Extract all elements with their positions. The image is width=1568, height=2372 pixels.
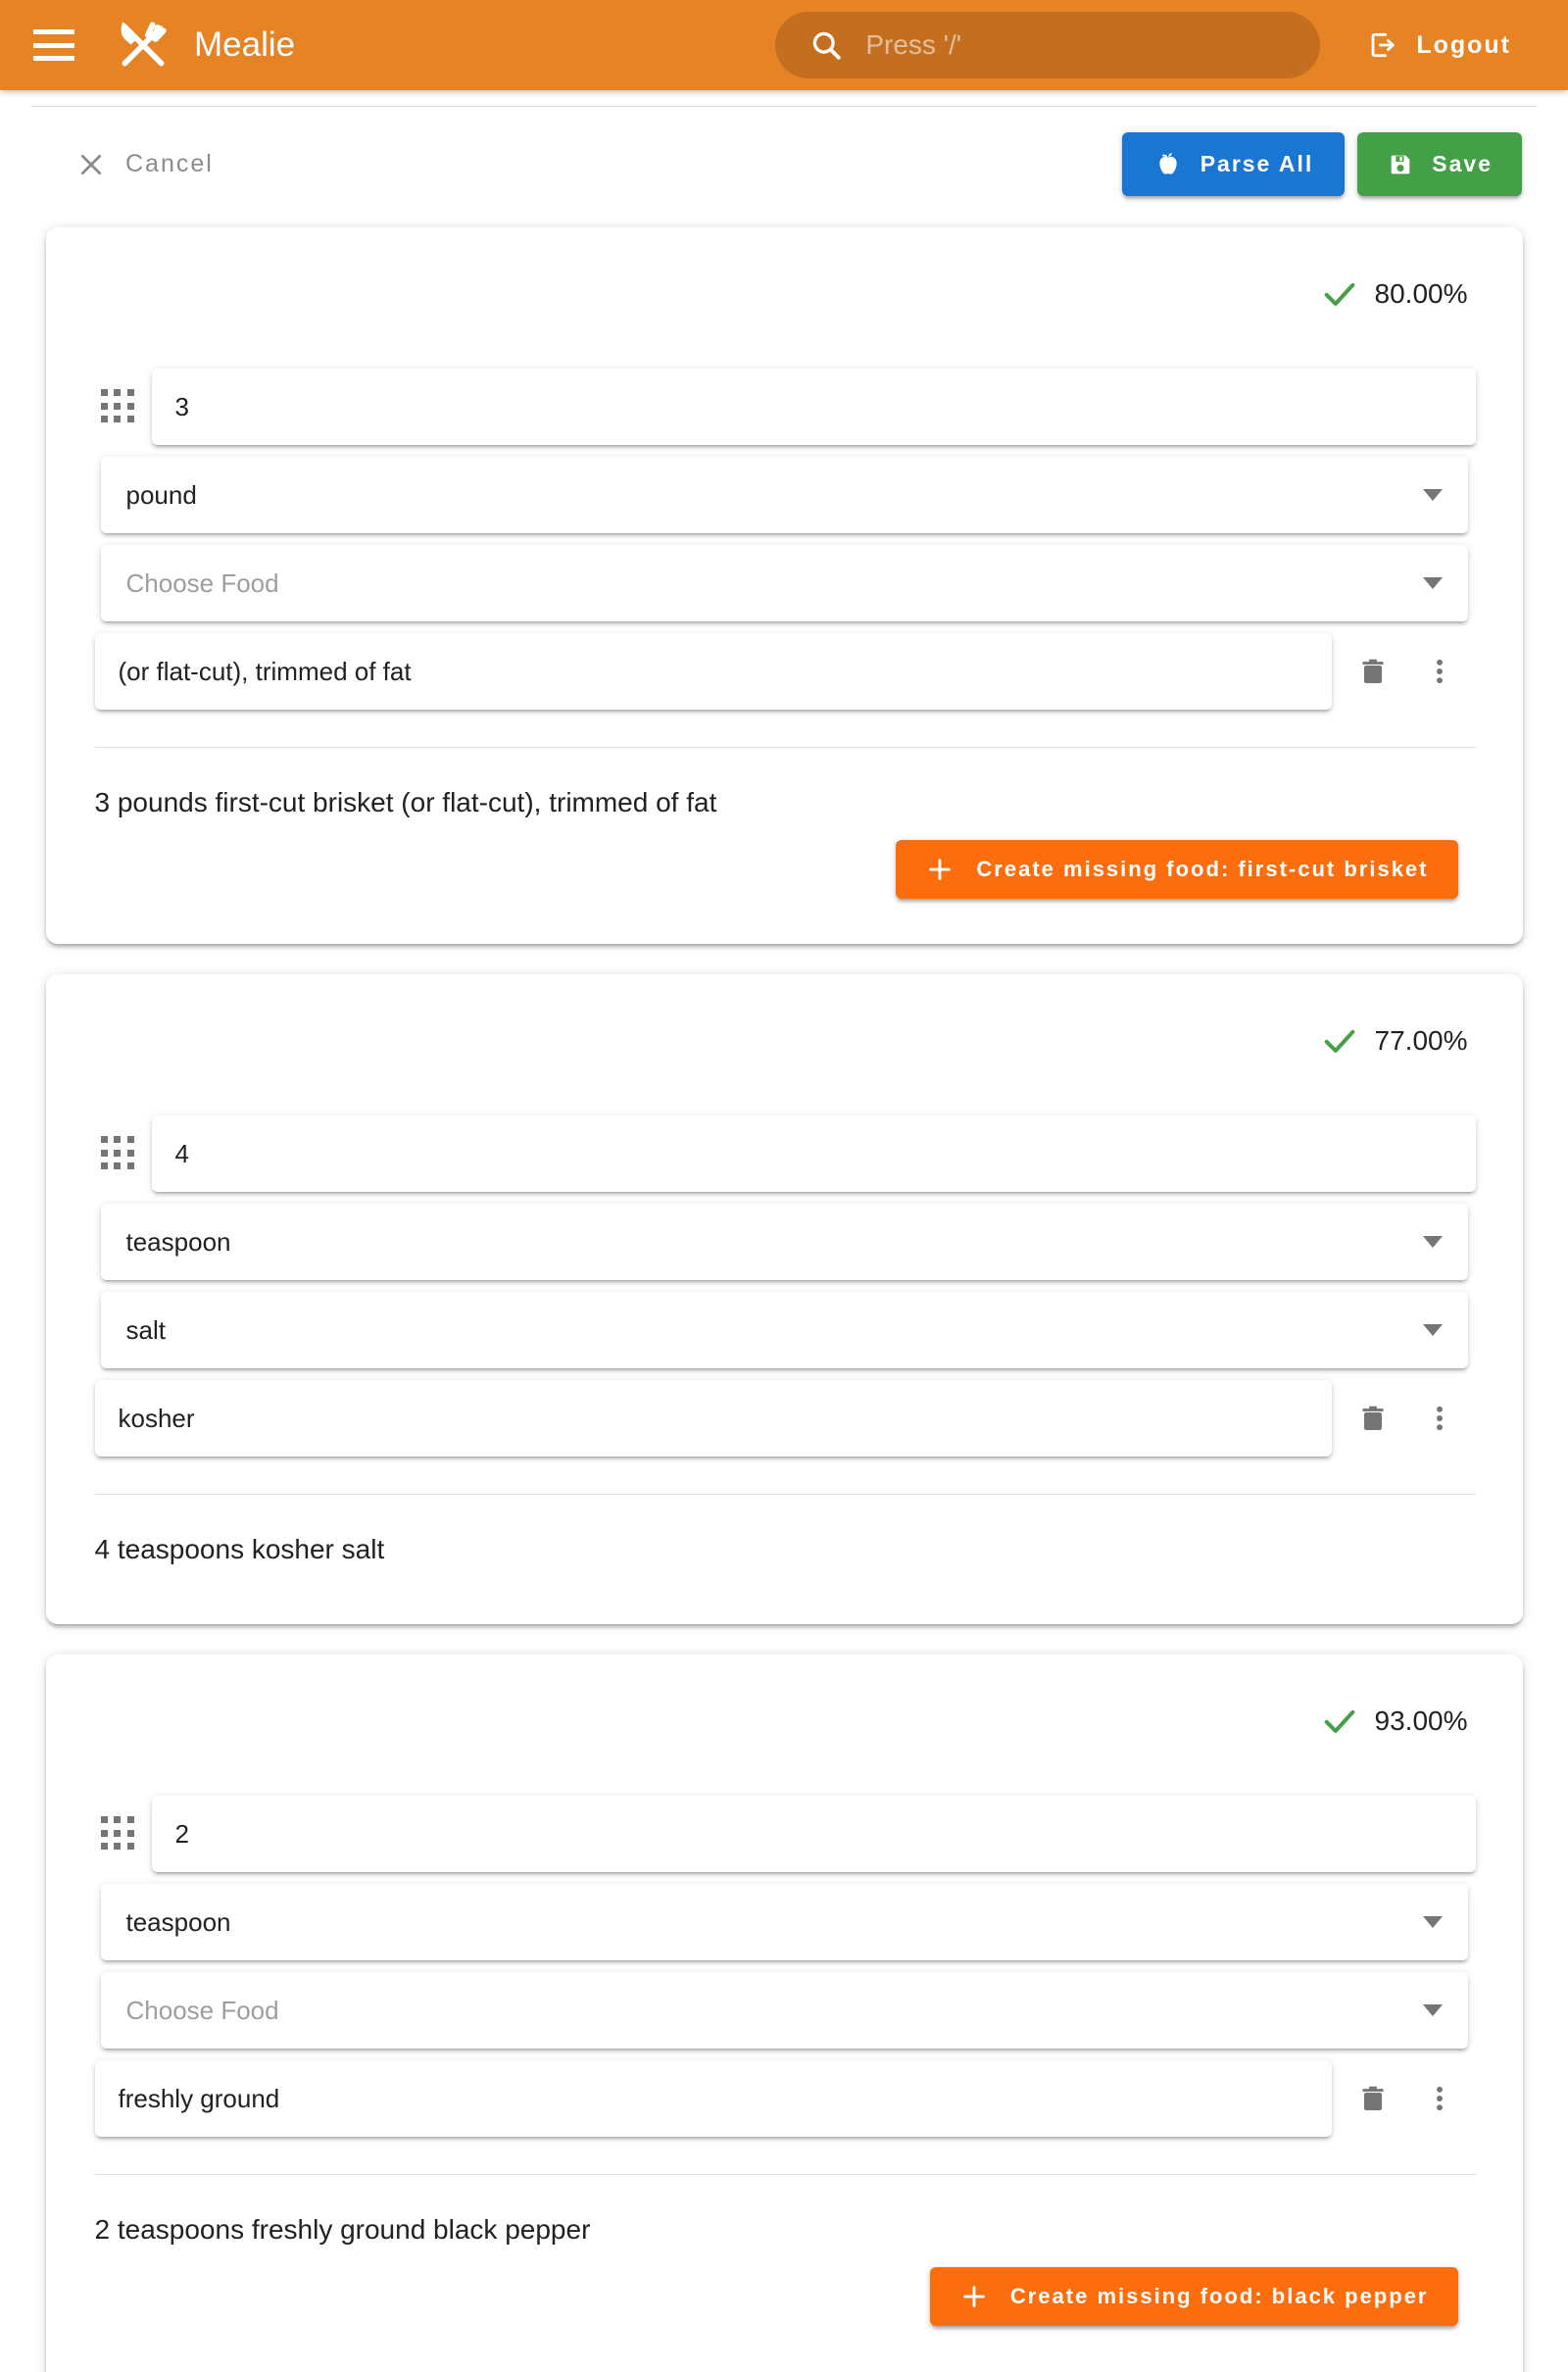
confidence-row [46, 1655, 1523, 1739]
confidence-value: 93.00% [1374, 1705, 1468, 1736]
delete-ingredient-button[interactable] [1346, 642, 1401, 701]
ingredient-card [46, 227, 1523, 944]
save-button[interactable] [1357, 132, 1522, 196]
unit-select[interactable] [101, 1204, 1468, 1280]
kebab-menu-icon [1423, 1402, 1456, 1435]
menu-icon[interactable] [33, 29, 74, 61]
unit-row [101, 1204, 1468, 1280]
logout-icon [1367, 29, 1398, 61]
food-value: salt [125, 1314, 166, 1345]
ingredient-card [46, 974, 1523, 1624]
note-input[interactable] [95, 1404, 1332, 1434]
food-row [101, 545, 1468, 621]
chevron-down-icon [1423, 577, 1443, 589]
check-icon [1320, 1702, 1359, 1741]
app-title: Mealie [194, 25, 296, 64]
create-missing-food-button[interactable] [896, 840, 1457, 899]
unit-value: pound [125, 479, 197, 510]
apple-icon [1153, 150, 1183, 179]
unit-value: teaspoon [125, 1226, 231, 1257]
drag-handle-icon[interactable] [101, 1816, 136, 1852]
note-row [95, 1380, 1468, 1457]
confidence-row [46, 974, 1523, 1059]
chevron-down-icon [1423, 1324, 1443, 1336]
confidence-row [46, 227, 1523, 312]
drag-handle-icon[interactable] [101, 1136, 136, 1171]
trash-icon [1355, 2081, 1391, 2116]
create-missing-food-label: Create missing food: first-cut brisket [976, 857, 1429, 881]
kebab-menu-icon [1423, 2082, 1456, 2115]
chevron-down-icon [1423, 2004, 1443, 2016]
card-divider [95, 1494, 1476, 1495]
confidence-value: 80.00% [1374, 278, 1468, 309]
cutlery-logo-icon [112, 14, 174, 76]
close-icon [76, 150, 106, 179]
card-divider [95, 747, 1476, 748]
more-options-button[interactable] [1412, 2069, 1468, 2128]
quantity-row [101, 1796, 1476, 1872]
check-icon [1320, 274, 1359, 314]
note-row [95, 2060, 1468, 2137]
parse-all-button[interactable] [1122, 132, 1346, 196]
save-label: Save [1432, 151, 1493, 176]
logout-button[interactable] [1353, 14, 1525, 76]
unit-select[interactable] [101, 1884, 1468, 1960]
search-bar[interactable] [775, 12, 1320, 78]
plus-icon [925, 855, 955, 884]
chevron-down-icon [1423, 489, 1443, 501]
food-select[interactable] [101, 1292, 1468, 1368]
quantity-row [101, 369, 1476, 445]
parse-all-label: Parse All [1200, 151, 1314, 176]
plus-icon [959, 2282, 989, 2311]
chevron-down-icon [1423, 1236, 1443, 1248]
quantity-row [101, 1115, 1476, 1192]
unit-row [101, 1884, 1468, 1960]
original-ingredient-text: 4 teaspoons kosher salt [94, 1534, 385, 1564]
note-field [95, 633, 1332, 710]
unit-value: teaspoon [125, 1906, 231, 1937]
food-placeholder: Choose Food [125, 1995, 279, 2025]
create-food-row [46, 840, 1458, 899]
create-missing-food-button[interactable] [930, 2267, 1458, 2326]
parser-toolbar [0, 107, 1568, 196]
original-ingredient-text: 3 pounds first-cut brisket (or flat-cut), trimmed of fat [94, 787, 717, 817]
drag-handle-icon[interactable] [101, 389, 136, 424]
quantity-field [152, 1796, 1476, 1872]
delete-ingredient-button[interactable] [1346, 1389, 1401, 1448]
quantity-field [152, 1115, 1476, 1192]
trash-icon [1355, 1401, 1391, 1436]
quantity-input[interactable] [152, 392, 1476, 422]
create-missing-food-label: Create missing food: black pepper [1009, 2284, 1429, 2308]
cancel-button[interactable] [76, 150, 214, 179]
quantity-input[interactable] [152, 1819, 1476, 1850]
food-placeholder: Choose Food [125, 568, 279, 598]
note-field [95, 1380, 1332, 1457]
app-bar [0, 0, 1568, 90]
original-ingredient-text: 2 teaspoons freshly ground black pepper [94, 2214, 591, 2245]
quantity-input[interactable] [152, 1139, 1476, 1169]
ingredient-card [46, 1655, 1523, 2372]
note-input[interactable] [95, 2084, 1332, 2114]
more-options-button[interactable] [1412, 642, 1468, 701]
chevron-down-icon [1423, 1916, 1443, 1928]
note-row [95, 633, 1468, 710]
food-select[interactable] [101, 1972, 1468, 2049]
quantity-field [152, 369, 1476, 445]
search-icon [808, 27, 844, 63]
check-icon [1320, 1021, 1359, 1061]
food-row [101, 1292, 1468, 1368]
delete-ingredient-button[interactable] [1346, 2069, 1401, 2128]
card-divider [95, 2174, 1476, 2175]
confidence-value: 77.00% [1374, 1025, 1468, 1056]
save-disk-icon [1387, 151, 1414, 178]
kebab-menu-icon [1423, 655, 1456, 688]
unit-row [101, 457, 1468, 533]
trash-icon [1355, 654, 1391, 689]
logout-label: Logout [1416, 30, 1511, 59]
food-row [101, 1972, 1468, 2049]
more-options-button[interactable] [1412, 1389, 1468, 1448]
note-input[interactable] [95, 657, 1332, 687]
cancel-label: Cancel [125, 150, 214, 177]
unit-select[interactable] [101, 457, 1468, 533]
create-food-row [46, 2267, 1458, 2326]
food-select[interactable] [101, 545, 1468, 621]
note-field [95, 2060, 1332, 2137]
search-input[interactable] [865, 29, 1291, 61]
